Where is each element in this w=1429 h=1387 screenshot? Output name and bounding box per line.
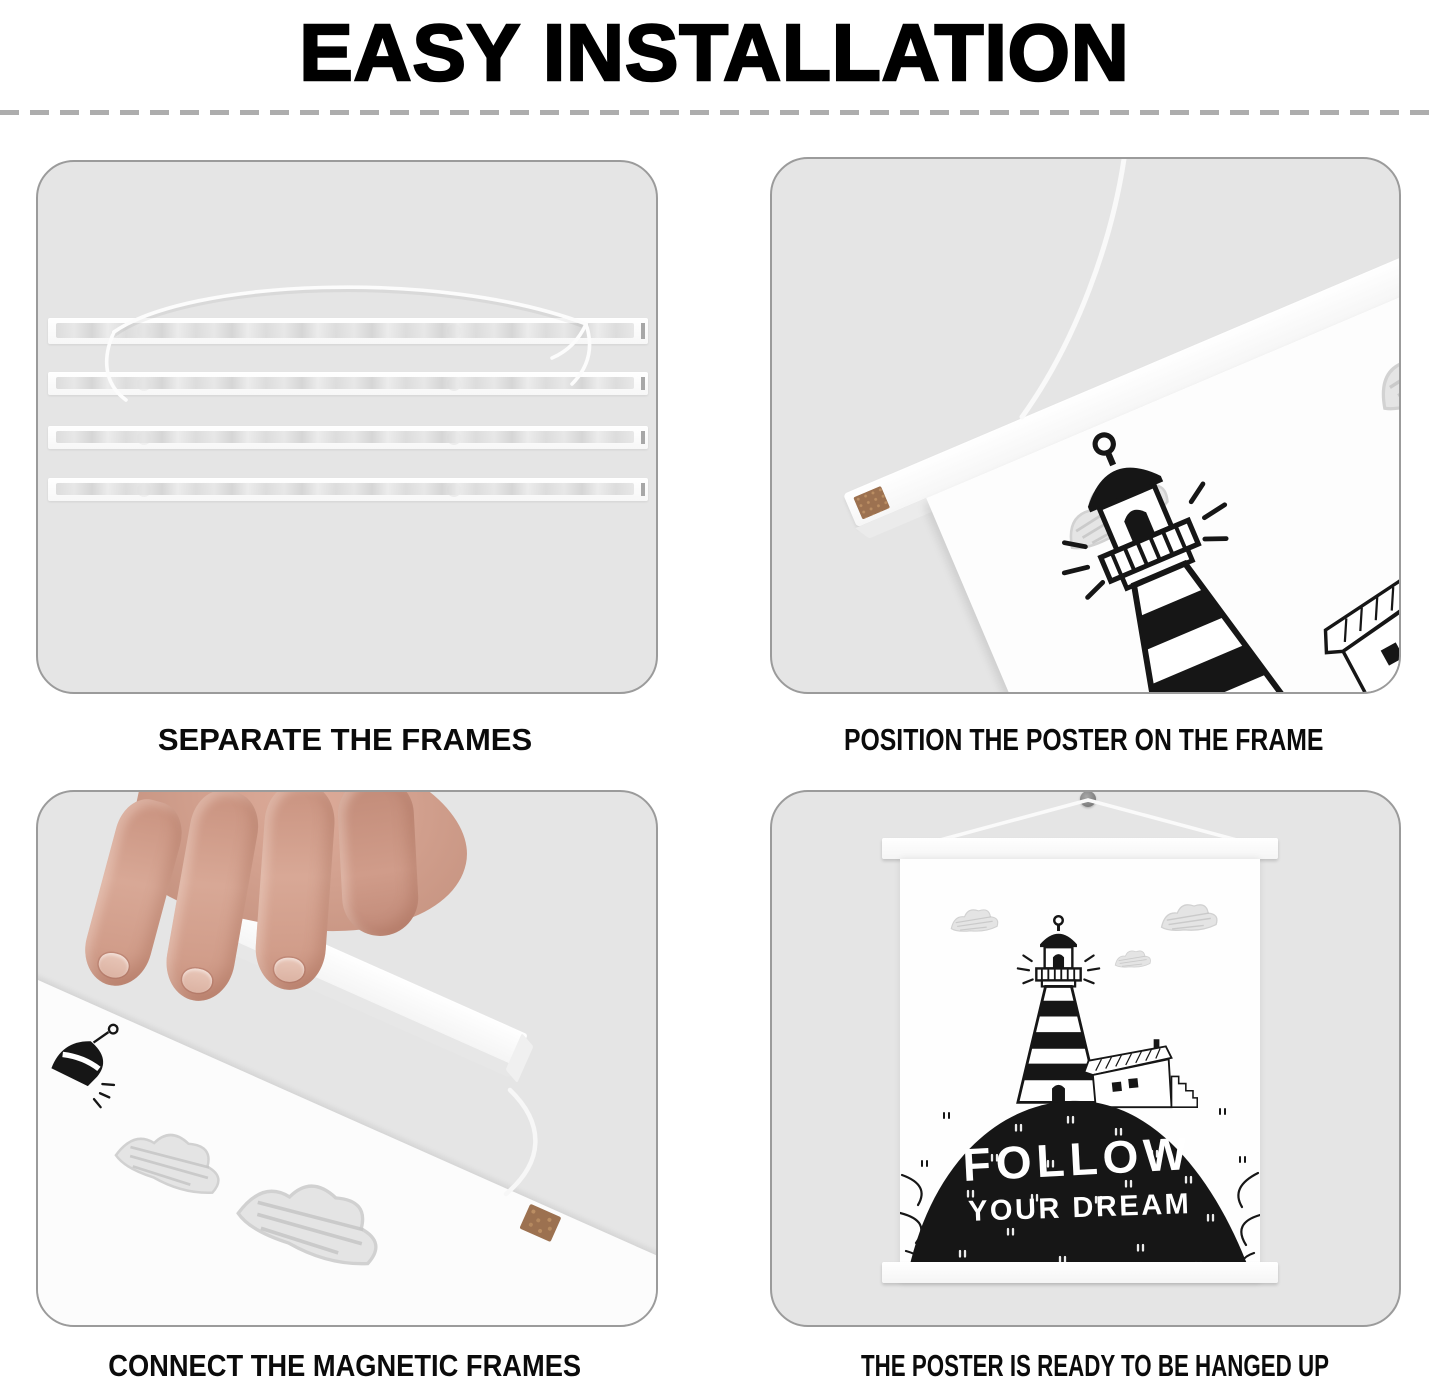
caption-separate-frames: SEPARATE THE FRAMES (157, 722, 533, 757)
fingernail (273, 957, 305, 983)
page-title: EASY INSTALLATION (299, 8, 1130, 97)
hanging-string (772, 159, 1399, 692)
hanging-string (38, 162, 656, 692)
caption-connect-frames: CONNECT THE MAGNETIC FRAMES (108, 1348, 582, 1383)
frame-bar-top (882, 838, 1278, 859)
photo-separate-frames (36, 160, 658, 694)
caption-position-poster: POSITION THE POSTER ON THE FRAME (843, 722, 1324, 757)
caption-poster-ready: THE POSTER IS READY TO BE HANGED UP (860, 1348, 1329, 1383)
finger (336, 790, 420, 938)
photo-position-poster (770, 157, 1401, 694)
dashed-divider (0, 110, 1429, 115)
photo-connect-frames (36, 790, 658, 1327)
fingernail (96, 950, 131, 981)
poster (900, 859, 1260, 1283)
fingernail (180, 966, 214, 995)
poster-artwork (900, 859, 1260, 1283)
photo-poster-hanged (770, 790, 1401, 1327)
frame-bar-bottom (882, 1262, 1278, 1283)
